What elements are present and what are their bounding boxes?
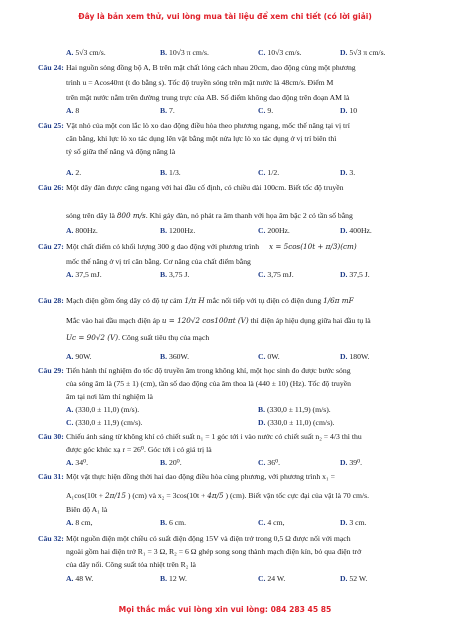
- question-text: Hai nguồn sóng đồng bộ A, B trên mặt chất lỏng cách nhau 20cm, dao động cùng một phương: [66, 63, 356, 72]
- phase-fraction: 2π/15: [105, 491, 126, 500]
- option-letter: B.: [160, 574, 168, 583]
- option-letter: D.: [340, 270, 348, 279]
- question-text-part: Một chất điểm có khối lượng 300 g dao động với phương trình: [66, 242, 260, 251]
- option-a: [66, 574, 93, 583]
- option-letter: D.: [340, 48, 348, 57]
- question-text: Biên độ A₁ là: [66, 505, 108, 514]
- option-d: [258, 418, 335, 427]
- option-text: 34⁰.: [73, 458, 89, 467]
- option-text: 20⁰.: [167, 458, 182, 467]
- option-text: 180W.: [347, 352, 370, 361]
- option-c: [258, 352, 280, 361]
- option-letter: A.: [66, 48, 74, 57]
- question-text: [66, 491, 369, 500]
- option-letter: B.: [258, 405, 266, 414]
- option-text: 10√3 cm/s.: [265, 48, 302, 57]
- option-letter: D.: [340, 106, 348, 115]
- option-text: 7.: [167, 106, 175, 115]
- question-text-part: thì điện áp hiệu dụng giữa hai đầu tụ là: [250, 316, 371, 325]
- option-a: [66, 106, 79, 115]
- option-d: [340, 106, 357, 115]
- option-text: 3,75 J.: [167, 270, 190, 279]
- option-d: [340, 270, 370, 279]
- option-d: [340, 574, 367, 583]
- option-b: [160, 352, 189, 361]
- question-text: [66, 296, 354, 305]
- option-a: [66, 48, 106, 57]
- option-letter: A.: [66, 270, 74, 279]
- option-b: [160, 574, 187, 583]
- option-c: [258, 458, 280, 467]
- option-letter: C.: [258, 518, 266, 527]
- option-a: [66, 518, 93, 527]
- question-text-part: ) (cm) và x₂ = 3cos(10t +: [127, 491, 206, 500]
- contact-footer: Mọi thắc mắc vui lòng xin vui lòng: 084 283 45 85: [118, 605, 332, 614]
- question-text: Tiến hành thí nghiệm đo tốc độ truyền âm trong không khí, một học sinh đo được bước sóng: [66, 366, 351, 375]
- option-b: [160, 168, 181, 177]
- option-text: 0W.: [265, 352, 280, 361]
- option-letter: B.: [160, 352, 168, 361]
- option-b: [160, 106, 175, 115]
- option-d: [340, 226, 372, 235]
- option-d: [340, 518, 367, 527]
- option-text: 10: [347, 106, 358, 115]
- question-text: của sóng âm là (75 ± 1) (cm), tần số dao động của âm thoa là (440 ± 10) (Hz). Tốc độ truyền: [66, 379, 351, 388]
- option-letter: B.: [160, 48, 168, 57]
- option-text: 90W.: [73, 352, 92, 361]
- option-letter: C.: [66, 418, 74, 427]
- question-text-part: mắc nối tiếp với tụ điện có điện dung: [206, 296, 322, 305]
- option-text: 2.: [73, 168, 82, 177]
- capacitance-value: 1/6π mF: [323, 296, 354, 305]
- option-letter: D.: [340, 168, 348, 177]
- question-text: mốc thế năng ở vị trí cân bằng. Cơ năng của chất điểm bằng: [66, 257, 251, 266]
- question-text: [66, 333, 209, 342]
- question-number: Câu 27:: [38, 242, 64, 251]
- option-text: 10√3 π cm/s.: [167, 48, 209, 57]
- option-letter: B.: [160, 458, 168, 467]
- option-text: (330,0 ± 11,9) (cm/s).: [73, 418, 143, 427]
- option-text: 6 cm.: [167, 518, 187, 527]
- option-text: 3,75 mJ.: [265, 270, 294, 279]
- question-number: Câu 32:: [38, 534, 64, 543]
- option-letter: D.: [258, 418, 266, 427]
- option-letter: A.: [66, 352, 74, 361]
- option-a: [66, 226, 98, 235]
- option-text: (330,0 ± 11,9) (m/s).: [265, 405, 331, 414]
- option-text: 1/2.: [265, 168, 280, 177]
- option-letter: D.: [340, 226, 348, 235]
- option-c: [258, 226, 290, 235]
- option-c: [258, 574, 285, 583]
- phase-fraction: 4π/5: [207, 491, 224, 500]
- option-letter: D.: [340, 458, 348, 467]
- question-text: âm tại nơi làm thí nghiệm là: [66, 392, 153, 401]
- question-text: Chiếu ánh sáng từ không khí có chiết suất n₁ = 1 góc tới i vào nước có chiết suất n₂ = 4/3 thì thu: [66, 432, 362, 441]
- question-text: [66, 211, 353, 220]
- option-text: 400Hz.: [347, 226, 372, 235]
- question-text: ngoài gồm hai điện trở R₁ = 3 Ω, R₂ = 6 Ω ghép song song thành mạch điện kín, bỏ qua điện trở: [66, 547, 362, 556]
- option-letter: B.: [160, 168, 168, 177]
- option-c: [258, 168, 279, 177]
- option-letter: C.: [258, 458, 266, 467]
- option-letter: C.: [258, 168, 266, 177]
- option-text: 37,5 mJ.: [73, 270, 102, 279]
- option-text: 4 cm,: [265, 518, 285, 527]
- option-letter: C.: [258, 226, 266, 235]
- question-number: Câu 30:: [38, 432, 64, 441]
- option-text: 39⁰.: [347, 458, 363, 467]
- question-text-part: ) (cm). Biết vận tốc cực đại của vật là 70 cm/s.: [225, 491, 370, 500]
- question-text: [66, 242, 357, 251]
- option-b: [258, 405, 331, 414]
- option-b: [160, 458, 182, 467]
- option-d: [340, 168, 355, 177]
- option-b: [160, 270, 189, 279]
- option-text: (330,0 ± 11,0) (m/s).: [73, 405, 140, 414]
- option-text: (330,0 ± 11,0) (cm/s).: [265, 418, 335, 427]
- option-letter: C.: [258, 106, 266, 115]
- question-text: cân bằng, khi lực lò xo tác dụng lên vật bằng một nửa lực lò xo tác dụng ở vị trí biên thì: [66, 134, 337, 143]
- question-number: Câu 26:: [38, 183, 64, 192]
- option-letter: B.: [160, 226, 168, 235]
- question-text: trình u = Acos40πt (t đo bằng s). Tốc độ truyền sóng trên mặt nước là 48cm/s. Điểm M: [66, 78, 334, 87]
- question-text-part: . Công suất tiêu thụ của mạch: [118, 333, 210, 342]
- option-text: 12 W.: [167, 574, 187, 583]
- question-number: Câu 29:: [38, 366, 64, 375]
- option-d: [340, 458, 362, 467]
- inductance-value: 1/π H: [184, 296, 205, 305]
- option-a: [66, 270, 102, 279]
- question-number: Câu 31:: [38, 472, 64, 481]
- option-text: 24 W.: [265, 574, 286, 583]
- question-text-part: . Khi gảy đàn, nó phát ra âm thanh với họa âm bậc 2 có tần số bằng: [145, 211, 353, 220]
- speed-value: 800 m/s: [116, 211, 146, 220]
- option-letter: C.: [258, 48, 266, 57]
- option-text: 800Hz.: [73, 226, 98, 235]
- option-b: [160, 226, 195, 235]
- question-text: trên mặt nước nằm trên đường trung trực của AB. Số điểm không dao động trên đoạn AM là: [66, 93, 350, 102]
- option-a: [66, 405, 139, 414]
- question-text: được góc khúc xạ r = 26⁰. Góc tới i có giá trị là: [66, 445, 212, 454]
- option-a: [66, 458, 88, 467]
- option-c: [258, 270, 294, 279]
- option-text: 8: [73, 106, 80, 115]
- question-number: Câu 24:: [38, 63, 64, 72]
- option-letter: B.: [160, 106, 168, 115]
- option-a: [66, 352, 92, 361]
- question-text-part: Mắc vào hai đầu mạch điện áp: [66, 316, 160, 325]
- option-text: 3.: [347, 168, 356, 177]
- option-text: 8 cm,: [73, 518, 93, 527]
- option-c: [258, 518, 285, 527]
- option-text: 48 W.: [73, 574, 94, 583]
- option-c: [66, 418, 143, 427]
- option-letter: A.: [66, 458, 74, 467]
- question-text: Vật nhỏ của một con lắc lò xo dao động điều hòa theo phương ngang, mốc thế năng tại vị trí: [66, 121, 350, 130]
- question-text-part: sóng trên dây là: [66, 211, 115, 220]
- question-text: tỷ số giữa thế năng và động năng là: [66, 147, 176, 156]
- option-letter: C.: [258, 574, 266, 583]
- option-text: 360W.: [167, 352, 189, 361]
- question-number: Câu 28:: [38, 296, 64, 305]
- question-text: của dây nối. Công suất tỏa nhiệt trên R₂ là: [66, 560, 196, 569]
- question-number: Câu 25:: [38, 121, 64, 130]
- question-text: Một nguồn điện một chiều có suất điện động 15V và điện trở trong 0,5 Ω được nối với mạch: [66, 534, 351, 543]
- question-text: [66, 316, 371, 325]
- capacitor-voltage: Uc = 90√2 (V): [66, 333, 119, 342]
- option-letter: A.: [66, 168, 74, 177]
- question-text-part: A₁cos(10t +: [66, 491, 104, 500]
- equation: x = 5cos(10t + π/3)(cm): [268, 242, 357, 251]
- question-text: Một dây đàn được căng ngang với hai đầu cố định, có chiều dài 100cm. Biết tốc độ truyền: [66, 183, 344, 192]
- option-letter: A.: [66, 405, 74, 414]
- option-letter: A.: [66, 574, 74, 583]
- option-c: [258, 106, 273, 115]
- option-d: [340, 352, 369, 361]
- option-letter: B.: [160, 270, 168, 279]
- voltage-equation: u = 120√2 cos100πt (V): [161, 316, 249, 325]
- option-letter: A.: [66, 226, 74, 235]
- option-letter: C.: [258, 352, 266, 361]
- option-text: 200Hz.: [265, 226, 290, 235]
- option-text: 52 W.: [347, 574, 368, 583]
- option-text: 5√3 cm/s.: [73, 48, 106, 57]
- option-a: [66, 168, 81, 177]
- option-d: [340, 48, 385, 57]
- option-text: 37,5 J.: [347, 270, 370, 279]
- option-b: [160, 48, 209, 57]
- option-letter: B.: [160, 518, 168, 527]
- option-letter: D.: [340, 574, 348, 583]
- option-letter: D.: [340, 352, 348, 361]
- option-letter: A.: [66, 518, 74, 527]
- preview-banner: Đây là bản xem thử, vui lòng mua tài liệu để xem chi tiết (có lời giải): [78, 12, 372, 21]
- option-text: 9.: [265, 106, 274, 115]
- option-letter: A.: [66, 106, 74, 115]
- question-text-part: Mạch điện gồm ống dây có độ tự cảm: [66, 296, 183, 305]
- option-c: [258, 48, 302, 57]
- option-text: 1200Hz.: [167, 226, 196, 235]
- option-text: 3 cm.: [347, 518, 367, 527]
- question-text: Một vật thực hiện đồng thời hai dao động điều hòa cùng phương, với phương trình x₁ =: [66, 472, 335, 481]
- option-text: 36⁰.: [265, 458, 281, 467]
- option-letter: C.: [258, 270, 266, 279]
- option-b: [160, 518, 186, 527]
- option-text: 5√3 π cm/s.: [347, 48, 386, 57]
- option-text: 1/3.: [167, 168, 181, 177]
- option-letter: D.: [340, 518, 348, 527]
